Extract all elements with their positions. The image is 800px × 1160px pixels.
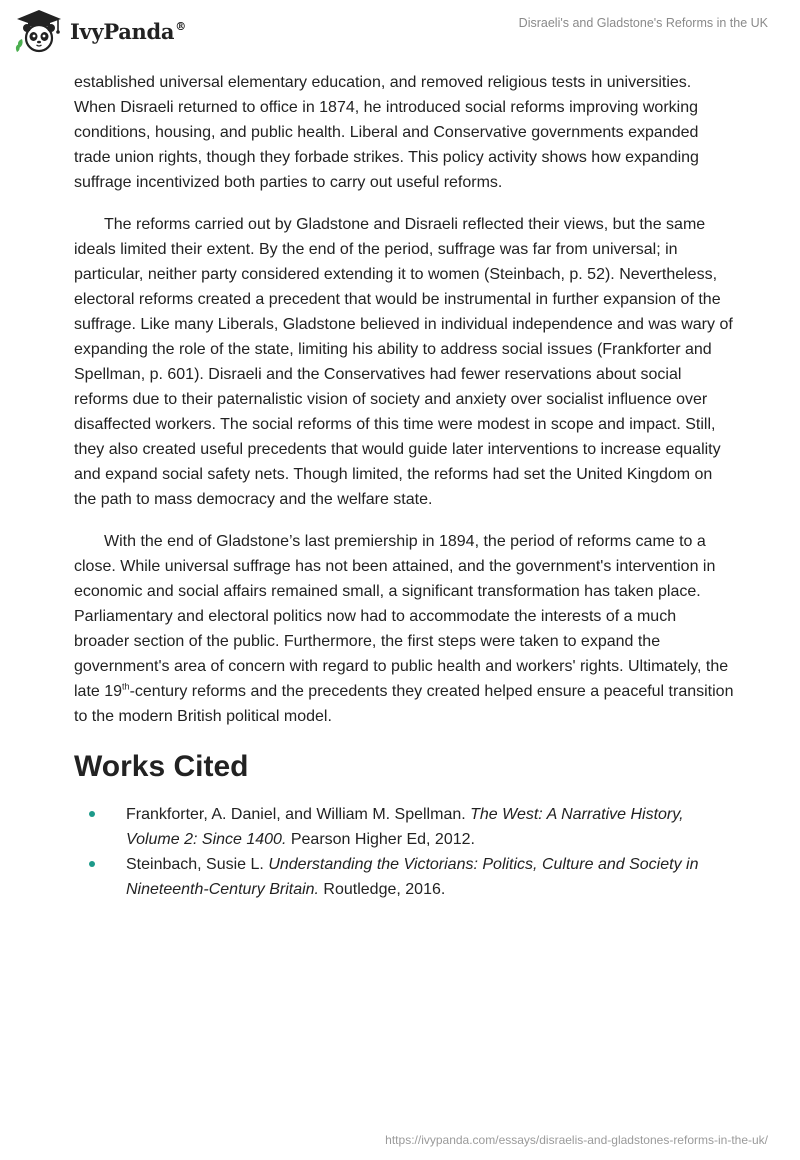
registered-mark: ® (175, 19, 186, 33)
logo-wordmark: IvyPanda® (70, 18, 186, 44)
panda-graduate-icon (14, 8, 64, 54)
citation-publisher: Routledge, 2016. (318, 881, 446, 898)
paragraph-3-text-a: With the end of Gladstone’s last premiership in 1894, the period of reforms came to a close. While universal suffrage has not been attained, and the government's intervention in economic and social affairs remained small, a significant transformation has taken place. Parliamentary and electoral politics now had to accommodate the interests of a much broader section of the public. Furthermore, the first steps were taken to expand the government's area of concern with regard to public health and workers' rights. Ultimately, the late 19 (74, 533, 729, 700)
bullet-icon (89, 811, 95, 817)
works-cited-heading: Works Cited (74, 750, 249, 783)
ordinal-superscript: th (122, 681, 130, 692)
citation-publisher: Pearson Higher Ed, 2012. (286, 831, 475, 848)
ivypanda-logo[interactable] (14, 8, 186, 54)
citation-title: Understanding the Victorians: Politics, Culture and Society in Nineteenth-Century Britain. (126, 856, 699, 898)
citation-authors: Frankforter, A. Daniel, and William M. Spellman. (126, 806, 471, 823)
page-header (0, 0, 800, 60)
citation-authors: Steinbach, Susie L. (126, 856, 269, 873)
citation-item (74, 802, 734, 852)
paragraph-3-text-b: -century reforms and the precedents they created helped ensure a peaceful transition to the modern British political model. (74, 683, 734, 725)
bullet-icon (89, 861, 95, 867)
citation-item (74, 852, 734, 902)
paragraph-1: established universal elementary education, and removed religious tests in universities. When Disraeli returned to office in 1874, he introduced social reforms improving working conditions, housing, and public health. Liberal and Conservative governments expanded trade union rights, though they forbade strikes. This policy activity shows how expanding suffrage incentivized both parties to carry out useful reforms. (74, 74, 699, 191)
citation-title: The West: A Narrative History, Volume 2: Since 1400. (126, 806, 684, 848)
works-cited-list (74, 802, 734, 902)
paragraph-3 (74, 529, 734, 729)
source-url[interactable]: https://ivypanda.com/essays/disraelis-and-gladstones-reforms-in-the-uk/ (385, 1133, 768, 1147)
paragraph-2: The reforms carried out by Gladstone and Disraeli reflected their views, but the same ideals limited their extent. By the end of the period, suffrage was far from universal; in particular, neither party considered extending it to women (Steinbach, p. 52). Nevertheless, electoral reforms created a precedent that would be instrumental in further expansion of the suffrage. Like many Liberals, Gladstone believed in individual independence and was wary of expanding the role of the state, limiting his ability to address social issues (Frankforter and Spellman, p. 601). Disraeli and the Conservatives had fewer reservations about social reforms due to their paternalistic vision of society and anxiety over socialist influence over disaffected workers. The social reforms of this time were modest in scope and impact. Still, they also created useful precedents that would guide later interventions to increase equality and expand social safety nets. Though limited, the reforms had set the United Kingdom on the path to mass democracy and the welfare state. (74, 216, 733, 508)
document-title: Disraeli's and Gladstone's Reforms in the UK (518, 16, 768, 30)
essay-body (74, 70, 734, 902)
